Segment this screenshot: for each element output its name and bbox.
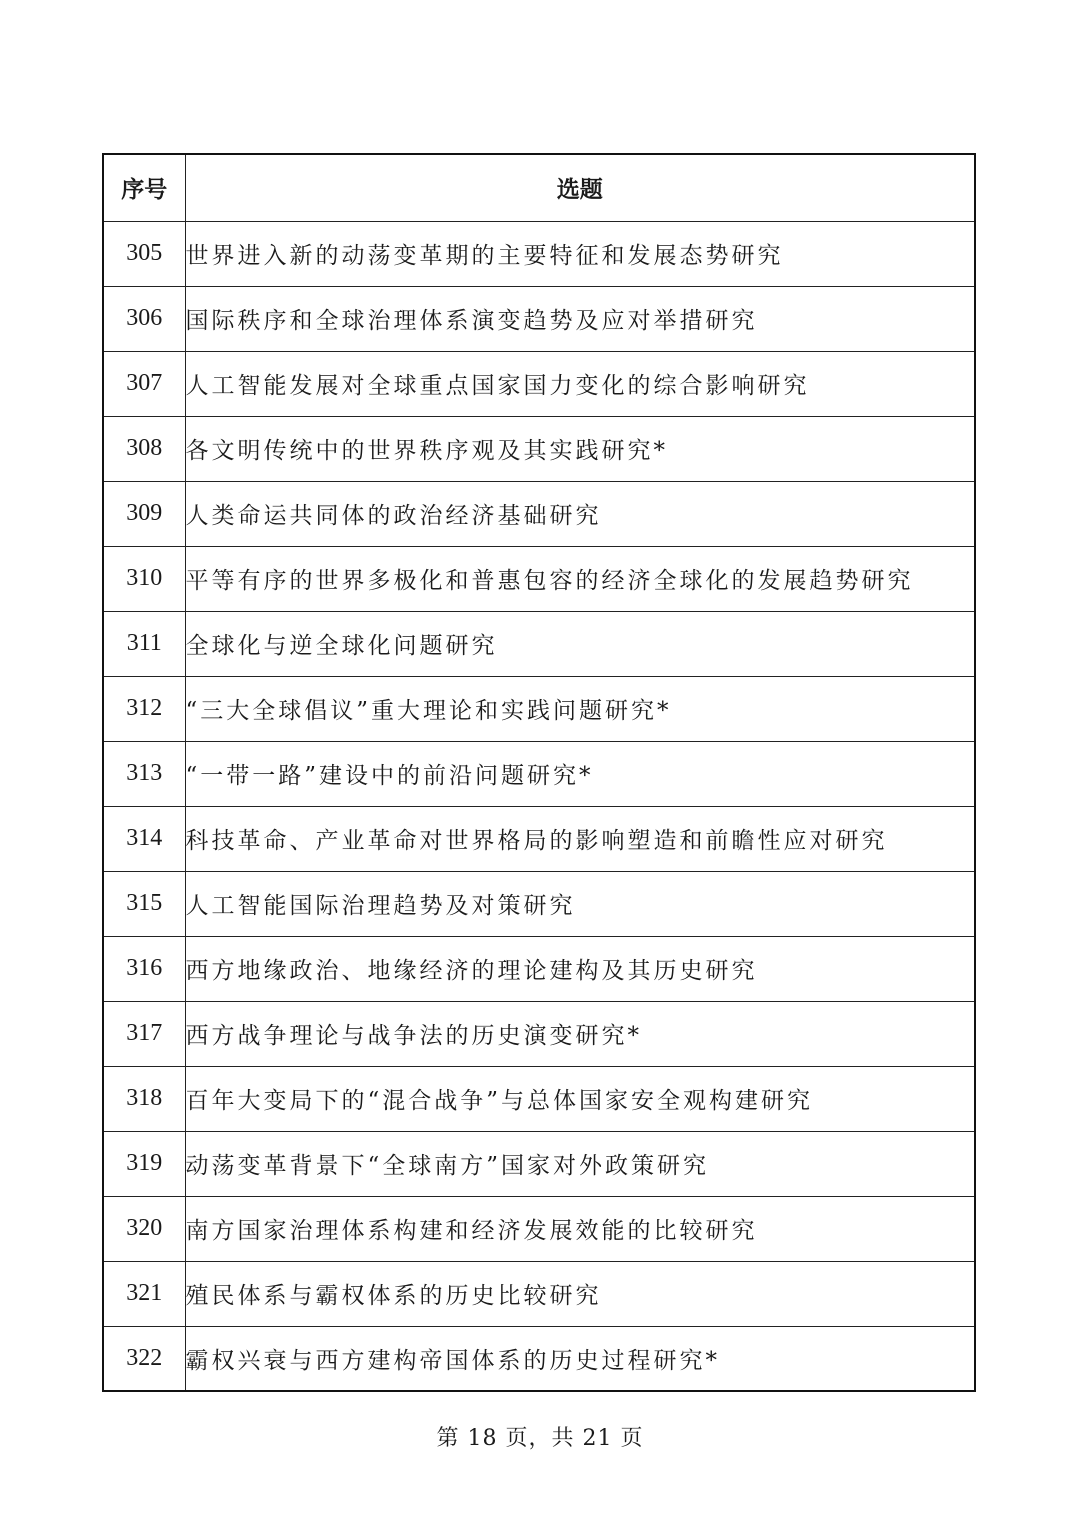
table-row [103, 676, 975, 741]
table-row [103, 221, 975, 286]
topic-title-cell: “三大全球倡议”重大理论和实践问题研究* [185, 676, 975, 741]
table-row [103, 1326, 975, 1391]
table-row [103, 1001, 975, 1066]
table-row [103, 1131, 975, 1196]
serial-number-cell: 312 [103, 676, 185, 741]
serial-number-cell: 313 [103, 741, 185, 806]
table-row [103, 546, 975, 611]
topic-title-cell: 动荡变革背景下“全球南方”国家对外政策研究 [185, 1131, 975, 1196]
serial-number-cell: 314 [103, 806, 185, 871]
topic-title-cell: 世界进入新的动荡变革期的主要特征和发展态势研究 [185, 221, 975, 286]
topics-table [102, 153, 976, 1392]
serial-number-cell: 308 [103, 416, 185, 481]
topic-title-cell: 南方国家治理体系构建和经济发展效能的比较研究 [185, 1196, 975, 1261]
table-row [103, 416, 975, 481]
page-number-footer: 第 18 页，共 21 页 [436, 1426, 644, 1451]
topic-title-cell: 人工智能国际治理趋势及对策研究 [185, 871, 975, 936]
serial-number-cell: 307 [103, 351, 185, 416]
serial-number-cell: 315 [103, 871, 185, 936]
topic-title-cell: 平等有序的世界多极化和普惠包容的经济全球化的发展趋势研究 [185, 546, 975, 611]
topic-title-cell: 科技革命、产业革命对世界格局的影响塑造和前瞻性应对研究 [185, 806, 975, 871]
table-row [103, 806, 975, 871]
serial-number-cell: 305 [103, 221, 185, 286]
topic-title-cell: “一带一路”建设中的前沿问题研究* [185, 741, 975, 806]
table-row [103, 741, 975, 806]
serial-number-cell: 321 [103, 1261, 185, 1326]
serial-number-cell: 318 [103, 1066, 185, 1131]
topic-title-cell: 各文明传统中的世界秩序观及其实践研究* [185, 416, 975, 481]
topic-title-cell: 百年大变局下的“混合战争”与总体国家安全观构建研究 [185, 1066, 975, 1131]
topic-title-cell: 国际秩序和全球治理体系演变趋势及应对举措研究 [185, 286, 975, 351]
serial-number-cell: 319 [103, 1131, 185, 1196]
table-row [103, 936, 975, 1001]
topic-title-cell: 全球化与逆全球化问题研究 [185, 611, 975, 676]
serial-number-cell: 320 [103, 1196, 185, 1261]
serial-number-cell: 311 [103, 611, 185, 676]
table-row [103, 611, 975, 676]
topic-title-cell: 人类命运共同体的政治经济基础研究 [185, 481, 975, 546]
topic-title-cell: 霸权兴衰与西方建构帝国体系的历史过程研究* [185, 1326, 975, 1391]
serial-number-cell: 316 [103, 936, 185, 1001]
serial-number-cell: 309 [103, 481, 185, 546]
table-row [103, 1066, 975, 1131]
table-header-row [103, 154, 975, 221]
table-row [103, 1196, 975, 1261]
serial-number-cell: 317 [103, 1001, 185, 1066]
table-row [103, 1261, 975, 1326]
header-topic: 选题 [185, 154, 975, 221]
serial-number-cell: 306 [103, 286, 185, 351]
topic-title-cell: 人工智能发展对全球重点国家国力变化的综合影响研究 [185, 351, 975, 416]
serial-number-cell: 322 [103, 1326, 185, 1391]
topic-title-cell: 西方战争理论与战争法的历史演变研究* [185, 1001, 975, 1066]
table-body [103, 221, 975, 1391]
topic-title-cell: 西方地缘政治、地缘经济的理论建构及其历史研究 [185, 936, 975, 1001]
table-row [103, 481, 975, 546]
table-row [103, 871, 975, 936]
serial-number-cell: 310 [103, 546, 185, 611]
header-serial-number: 序号 [103, 154, 185, 221]
topic-title-cell: 殖民体系与霸权体系的历史比较研究 [185, 1261, 975, 1326]
table-row [103, 286, 975, 351]
table-row [103, 351, 975, 416]
